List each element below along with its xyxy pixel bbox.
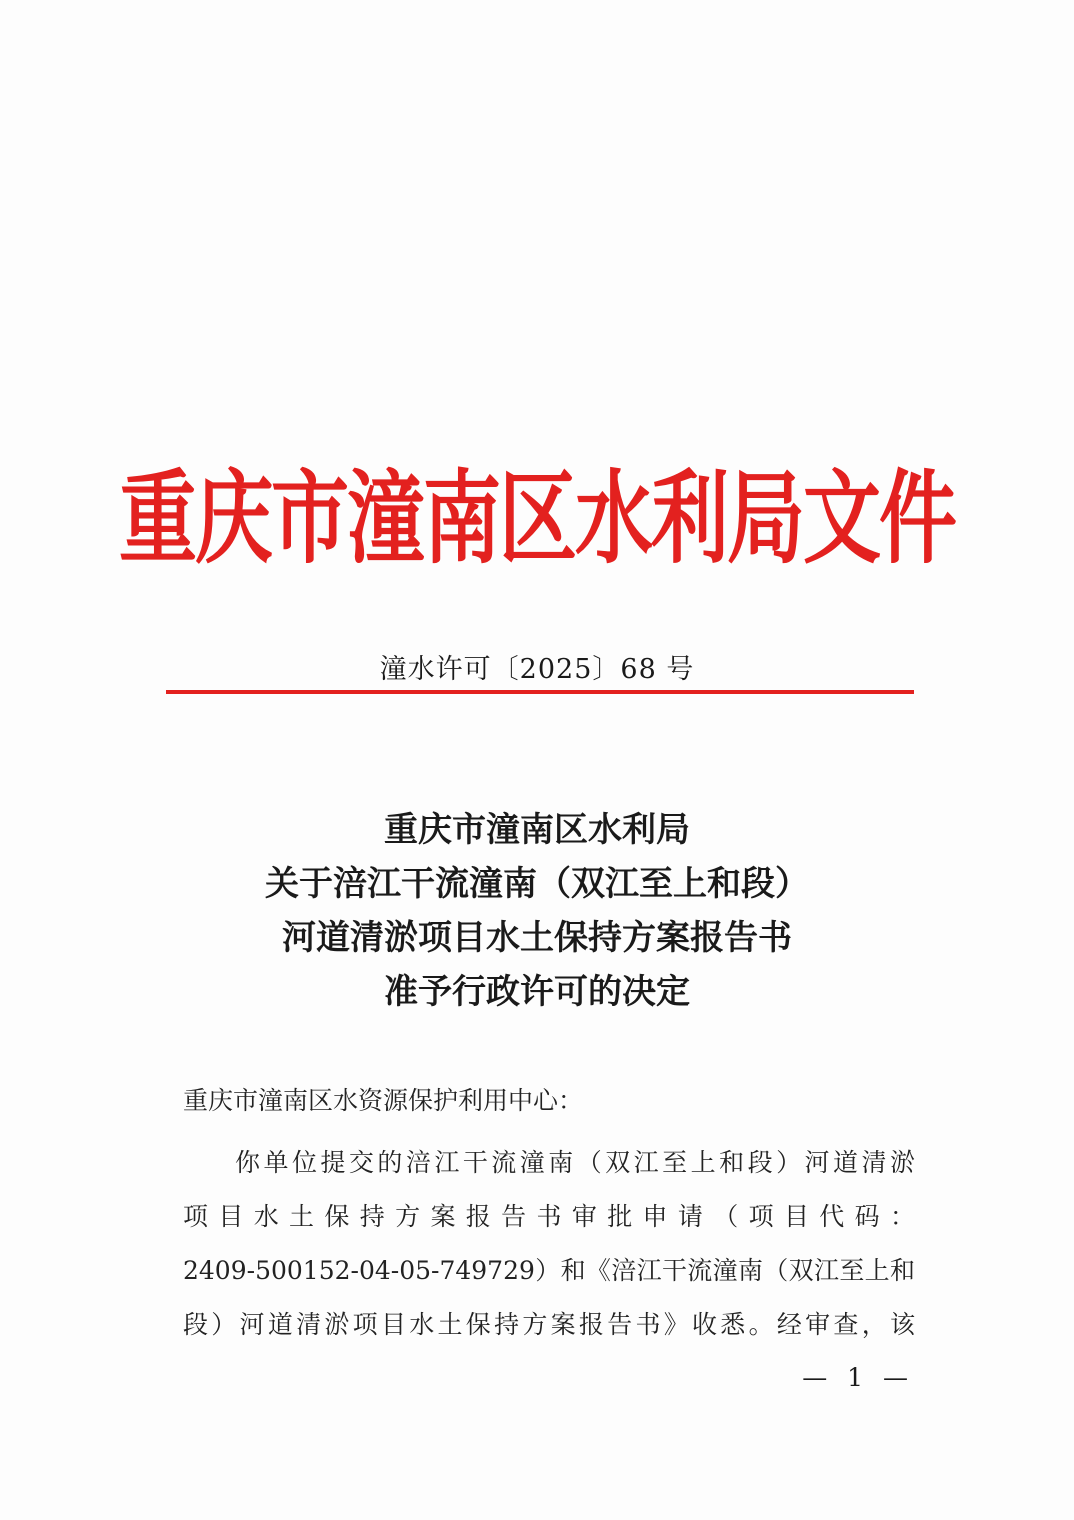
salutation: 重庆市潼南区水资源保护利用中心： <box>183 1086 584 1115</box>
body-line: 2409-500152-04-05-749729）和《涪江干流潼南（双江至上和 <box>183 1256 915 1285</box>
title-line: 准予行政许可的决定 <box>384 972 690 1012</box>
red-separator-rule <box>166 690 914 694</box>
page-number: — 1 — <box>802 1363 914 1392</box>
document-title <box>0 803 1074 1019</box>
body-line: 你单位提交的涪江干流潼南（双江至上和段）河道清淤 <box>235 1148 915 1177</box>
body-paragraph <box>183 1136 915 1352</box>
title-line: 重庆市潼南区水利局 <box>384 810 690 850</box>
document-number: 潼水许可〔2025〕68 号 <box>379 654 695 685</box>
body-line: 段）河道清淤项目水土保持方案报告书》收悉。经审查，该 <box>183 1310 915 1339</box>
masthead-title: 重庆市潼南区水利局文件 <box>118 461 955 578</box>
body-line: 项目水土保持方案报告书审批申请（项目代码： <box>183 1202 915 1231</box>
title-line: 河道清淤项目水土保持方案报告书 <box>282 918 792 958</box>
title-line: 关于涪江干流潼南（双江至上和段） <box>265 864 809 904</box>
